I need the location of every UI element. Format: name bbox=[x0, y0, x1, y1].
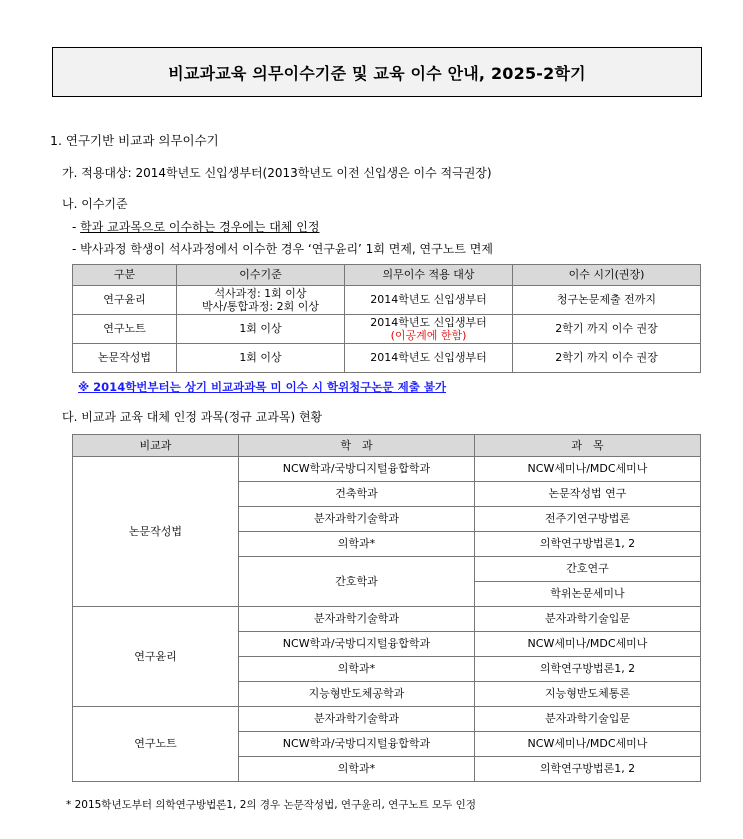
footnote: * 2015학년도부터 의학연구방법론1, 2의 경우 논문작성법, 연구윤리, 연구노트 모두 인정 bbox=[66, 799, 476, 811]
substitute-table bbox=[72, 434, 701, 782]
table-row bbox=[73, 607, 701, 632]
row-target: 2014학년도 신입생부터 bbox=[345, 344, 513, 373]
course-cell: 의학연구방법론1, 2 bbox=[475, 657, 701, 682]
dept-cell: 의학과* bbox=[239, 757, 475, 782]
course-cell: 분자과학기술입문 bbox=[475, 707, 701, 732]
substitute-heading: 다. 비교과 교육 대체 인정 과목(정규 교과목) 현황 bbox=[62, 410, 323, 424]
row-criteria bbox=[177, 286, 345, 315]
dept-cell: NCW학과/국방디지털융합학과 bbox=[239, 732, 475, 757]
course-cell: 논문작성법 연구 bbox=[475, 482, 701, 507]
row-target bbox=[345, 315, 513, 344]
bullet-substitution bbox=[72, 218, 319, 235]
row-period: 2학기 까지 이수 권장 bbox=[513, 344, 701, 373]
table-row bbox=[73, 344, 701, 373]
row-name: 논문작성법 bbox=[73, 344, 177, 373]
row-name: 연구윤리 bbox=[73, 286, 177, 315]
page-title bbox=[52, 47, 702, 97]
header-target: 의무이수 적용 대상 bbox=[345, 265, 513, 286]
bullet-dash: - bbox=[72, 220, 81, 234]
row-period: 청구논문제출 전까지 bbox=[513, 286, 701, 315]
course-cell: 지능형반도체통론 bbox=[475, 682, 701, 707]
target-info: 가. 적용대상: 2014학년도 신입생부터(2013학년도 이전 신입생은 이수 적극권장) bbox=[62, 166, 492, 180]
course-cell: 학위논문세미나 bbox=[475, 582, 701, 607]
group-name: 연구노트 bbox=[73, 707, 239, 782]
table-header-row bbox=[73, 265, 701, 286]
header-category: 구분 bbox=[73, 265, 177, 286]
course-cell: NCW세미나/MDC세미나 bbox=[475, 632, 701, 657]
course-cell: 분자과학기술입문 bbox=[475, 607, 701, 632]
criteria-line: 박사/통합과정: 2회 이상 bbox=[201, 300, 320, 313]
target-line: 2014학년도 신입생부터 bbox=[370, 315, 487, 329]
header-course: 과 목 bbox=[475, 435, 701, 457]
target-restriction: (이공계에 한함) bbox=[390, 329, 467, 342]
table-header-row bbox=[73, 435, 701, 457]
table-row bbox=[73, 315, 701, 344]
header-criteria: 이수기준 bbox=[177, 265, 345, 286]
header-period: 이수 시기(권장) bbox=[513, 265, 701, 286]
table-row bbox=[73, 457, 701, 482]
course-cell: 간호연구 bbox=[475, 557, 701, 582]
dept-cell: 분자과학기술학과 bbox=[239, 707, 475, 732]
row-criteria: 1회 이상 bbox=[177, 344, 345, 373]
group-name: 논문작성법 bbox=[73, 457, 239, 607]
header-program: 비교과 bbox=[73, 435, 239, 457]
group-name: 연구윤리 bbox=[73, 607, 239, 707]
course-cell: NCW세미나/MDC세미나 bbox=[475, 732, 701, 757]
section-heading: 1. 연구기반 비교과 의무이수기 bbox=[50, 133, 219, 148]
criteria-line: 석사과정: 1회 이상 bbox=[214, 286, 307, 300]
dept-cell: 분자과학기술학과 bbox=[239, 507, 475, 532]
notice-text: ※ 2014학번부터는 상기 비교과과목 미 이수 시 학위청구논문 제출 불가 bbox=[78, 380, 447, 394]
dept-cell: NCW학과/국방디지털융합학과 bbox=[239, 457, 475, 482]
requirements-table bbox=[72, 264, 701, 373]
substitution-text: 학과 교과목으로 이수하는 경우에는 대체 인정 bbox=[80, 220, 320, 234]
row-period: 2학기 까지 이수 권장 bbox=[513, 315, 701, 344]
table-row bbox=[73, 286, 701, 315]
dept-cell: NCW학과/국방디지털융합학과 bbox=[239, 632, 475, 657]
dept-cell: 건축학과 bbox=[239, 482, 475, 507]
row-target: 2014학년도 신입생부터 bbox=[345, 286, 513, 315]
dept-cell: 지능형반도체공학과 bbox=[239, 682, 475, 707]
course-cell: 의학연구방법론1, 2 bbox=[475, 532, 701, 557]
dept-cell: 의학과* bbox=[239, 532, 475, 557]
dept-cell: 의학과* bbox=[239, 657, 475, 682]
bullet-exemption: - 박사과정 학생이 석사과정에서 이수한 경우 ‘연구윤리’ 1회 면제, 연구노트 면제 bbox=[72, 242, 493, 256]
header-department: 학 과 bbox=[239, 435, 475, 457]
row-name: 연구노트 bbox=[73, 315, 177, 344]
course-cell: NCW세미나/MDC세미나 bbox=[475, 457, 701, 482]
dept-cell: 간호학과 bbox=[239, 557, 475, 607]
criteria-heading: 나. 이수기준 bbox=[62, 197, 128, 211]
row-criteria: 1회 이상 bbox=[177, 315, 345, 344]
course-cell: 의학연구방법론1, 2 bbox=[475, 757, 701, 782]
dept-cell: 분자과학기술학과 bbox=[239, 607, 475, 632]
course-cell: 전주기연구방법론 bbox=[475, 507, 701, 532]
page-title-text: 비교과교육 의무이수기준 및 교육 이수 안내, 2025-2학기 bbox=[168, 63, 586, 83]
table-row bbox=[73, 707, 701, 732]
